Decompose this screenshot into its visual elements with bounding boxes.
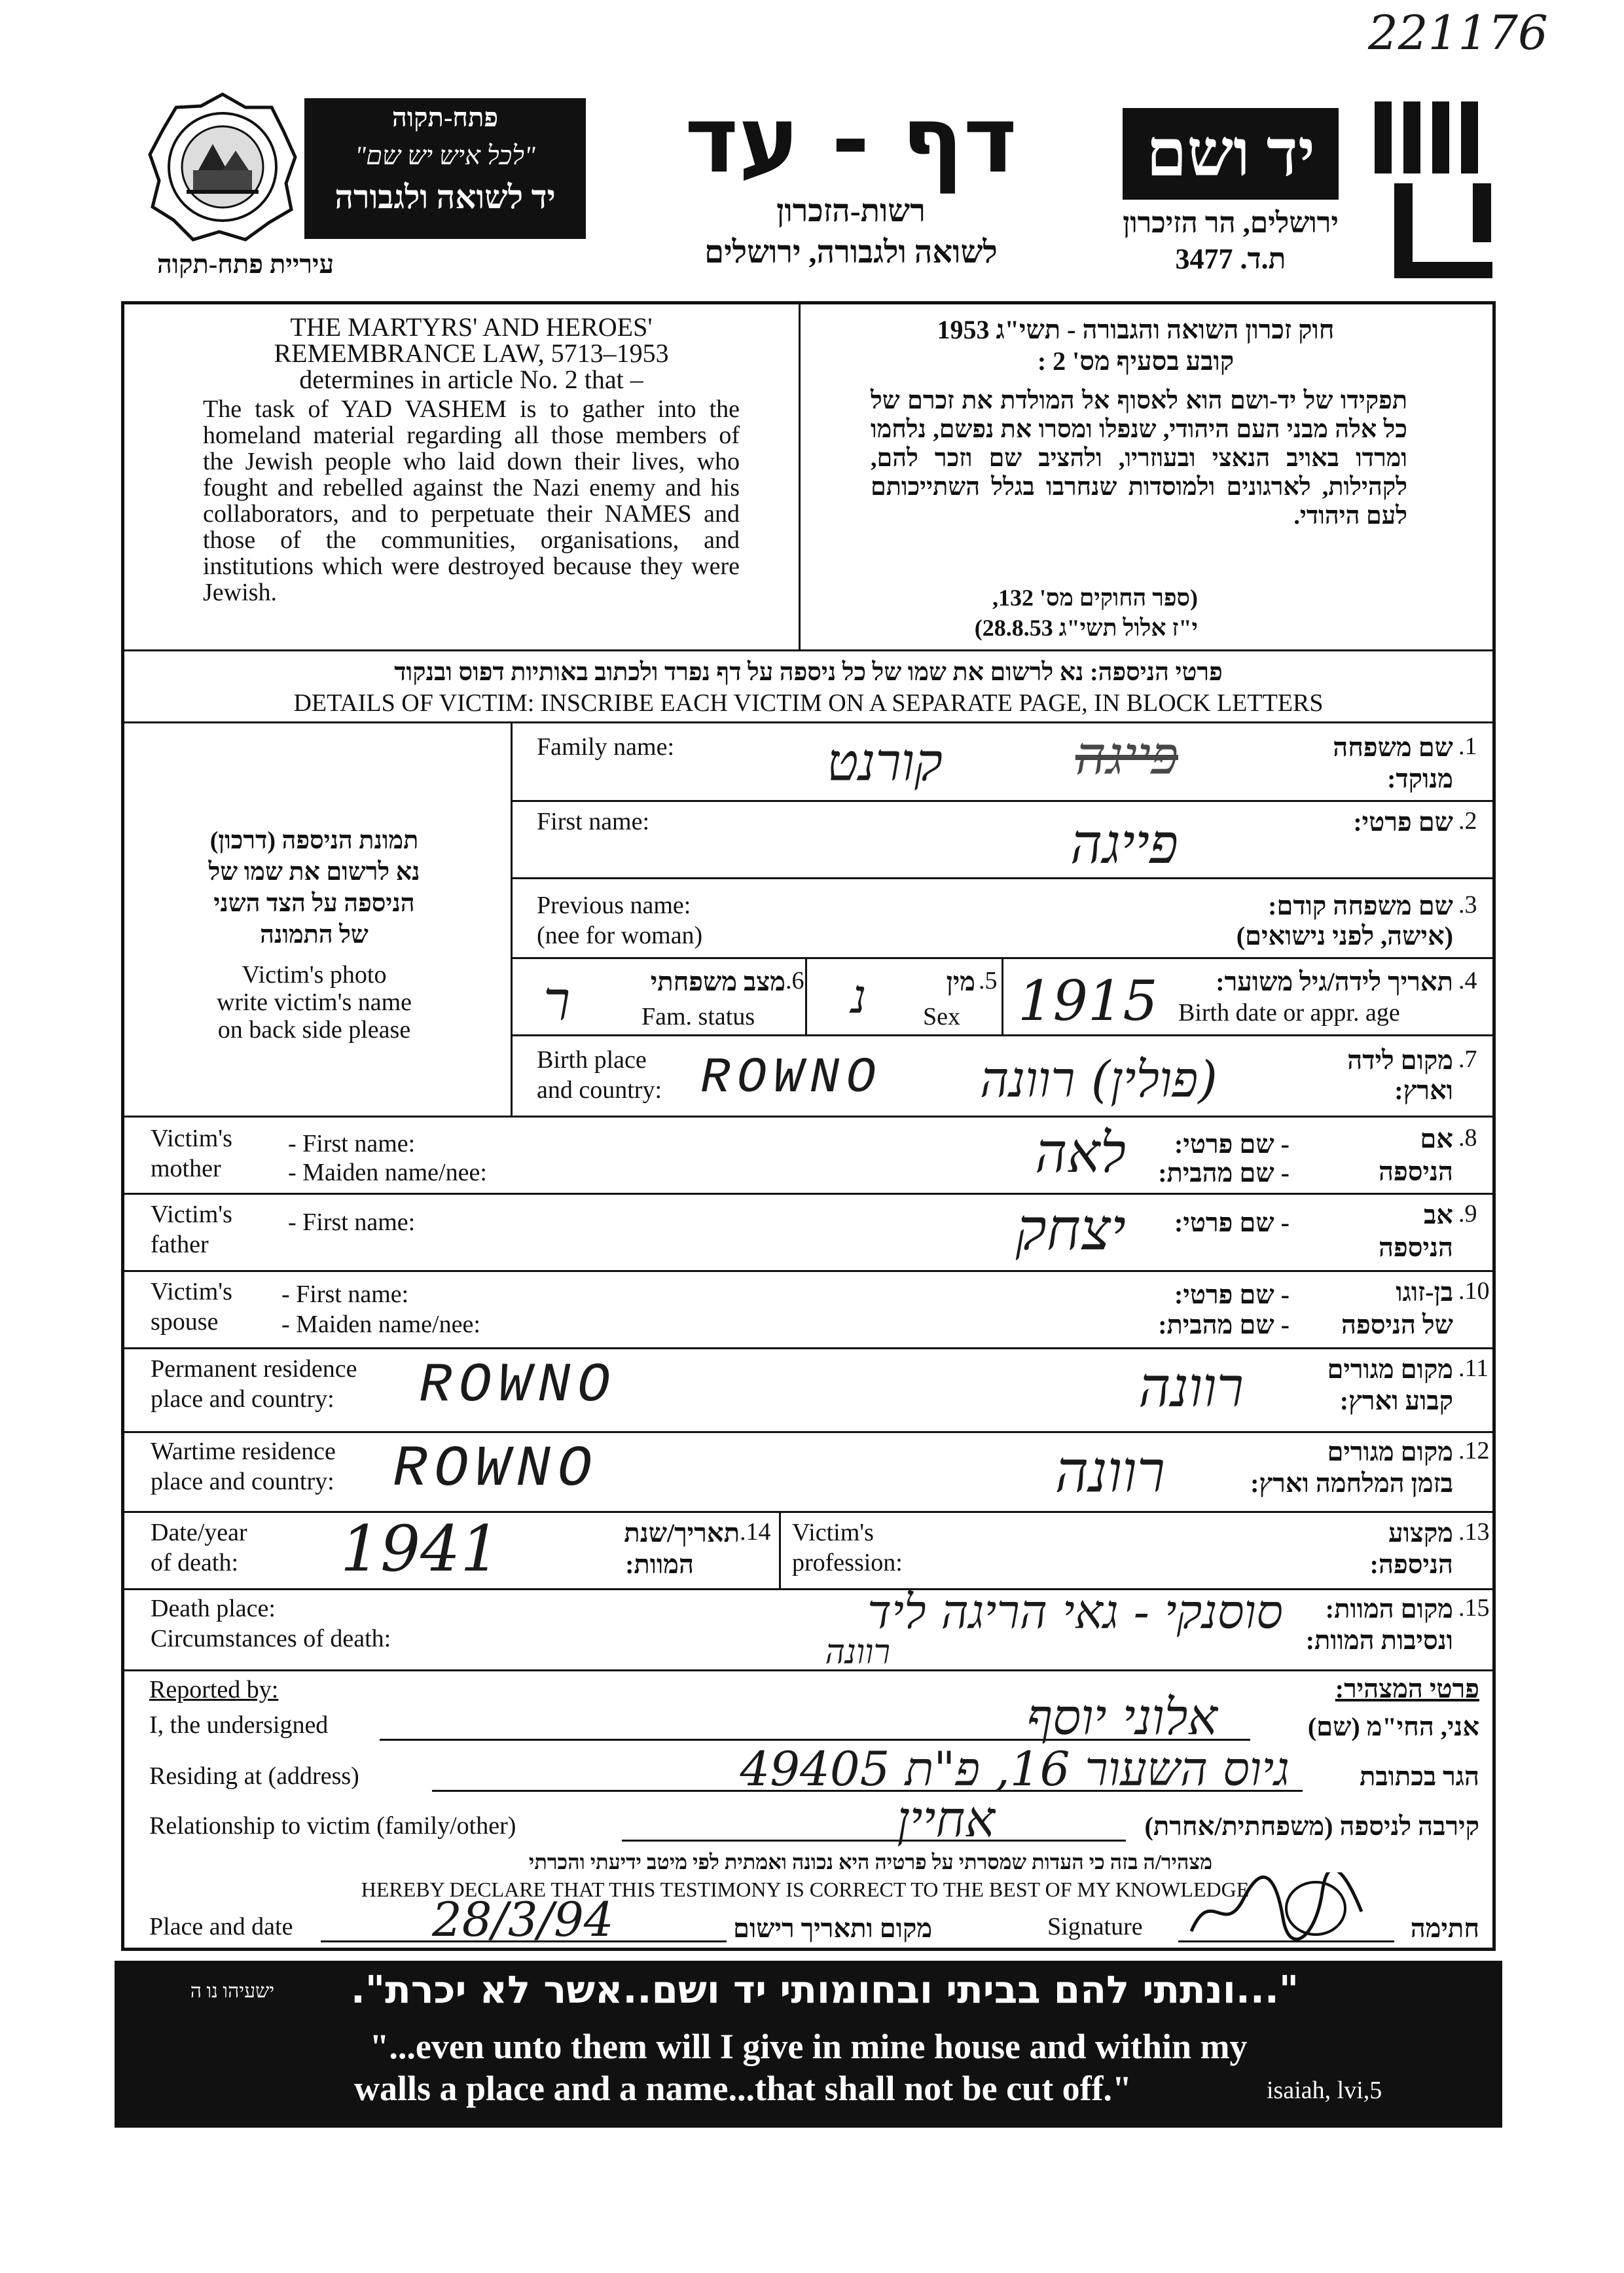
handwritten-signature-icon (1185, 1872, 1368, 1944)
reporter-name-label-he: אני, החי"מ (שם) (1307, 1712, 1479, 1741)
yad-vashem-emblem-icon (1348, 101, 1499, 291)
field15-label-he-1: מקום המוות: (1325, 1594, 1453, 1624)
photo-he-4: של התמונה (260, 921, 369, 949)
reporter-name-value[interactable]: אלוני יוסף (1026, 1688, 1218, 1746)
field14-value[interactable]: 1941 (340, 1512, 501, 1586)
field7-value-he[interactable]: (פולין) רוונה (979, 1050, 1218, 1108)
details-header-en: DETAILS OF VICTIM: INSCRIBE EACH VICTIM ON A SEPARATE PAGE, IN BLOCK LETTERS (293, 689, 1324, 717)
law-he-heading (825, 314, 1447, 377)
field8-number: .8 (1458, 1124, 1477, 1152)
banner-quote-en-1: "...even unto them will I give in mine house and within my (369, 2027, 1248, 2066)
field9-sub1-en: - First name: (288, 1209, 416, 1236)
field10-label-en-2: spouse (151, 1308, 219, 1336)
field9-label-en-2: father (151, 1231, 209, 1258)
divider-f5-f4 (1001, 957, 1003, 1034)
field13-label-he-2: הניספה: (1369, 1550, 1453, 1579)
field11-number: .11 (1458, 1355, 1489, 1382)
place-date-value[interactable]: 28/3/94 (432, 1892, 614, 1947)
law-he-body: תפקידו של יד-ושם הוא לאסוף אל המולדת את זכרם של כל אלה מבני העם היהודי, שנפלו ומסרו את נפשם, נלחמו ומרדו באויב הנאצי ובעוזריו, ולהציב שם וזכר להם, לקהילות, לארגונים ולמוסדות שנחרבו בגלל השתייכותם לעם היהודי. (871, 387, 1407, 530)
field13-label-en-1: Victim's (792, 1519, 874, 1546)
quote-banner (115, 1961, 1502, 2128)
field11-value-he[interactable]: רוונה (1138, 1355, 1244, 1419)
divider-f14-f13 (779, 1511, 781, 1588)
field1-label-he-1: שם משפחה (1333, 733, 1453, 762)
field14-label-he-2: המוות: (625, 1550, 694, 1579)
field8-sub1-he: - שם פרטי: (1174, 1129, 1290, 1159)
center-header (628, 87, 1074, 272)
field10-sub1-he: - שם פרטי: (1174, 1280, 1290, 1309)
field12-label-he-1: מקום מגורים (1327, 1437, 1453, 1466)
divider-f4 (512, 1034, 1494, 1036)
place-date-label-en: Place and date (149, 1913, 293, 1940)
law-he-ref-2: י"ז אלול תשי"ג 28.8.53) (974, 615, 1198, 641)
field7-label-en-2: and country: (537, 1076, 662, 1104)
field1-struck-text: פייגה (1075, 725, 1178, 786)
petah-tikva-seal-icon (147, 92, 298, 242)
field11-label-he-1: מקום מגורים (1327, 1355, 1453, 1384)
field4-number: .4 (1458, 967, 1477, 994)
field2-number: .2 (1458, 807, 1477, 835)
field5-label-he: מין (946, 967, 975, 996)
field8-sub1-en: - First name: (288, 1130, 416, 1157)
field8-label-he-2: הניספה (1378, 1157, 1453, 1186)
field7-number: .7 (1458, 1046, 1477, 1073)
field5-number: .5 (979, 967, 998, 994)
field1-label-en: Family name: (537, 733, 675, 761)
field7-label-he-2: וארץ: (1394, 1076, 1453, 1105)
field6-number: .6 (785, 967, 804, 994)
field8-sub2-en: - Maiden name/nee: (288, 1159, 487, 1186)
field7-label-en-1: Birth place (537, 1046, 647, 1074)
field13-label-he-1: מקצוע (1388, 1518, 1453, 1548)
field15-label-he-2: ונסיבות המוות: (1305, 1626, 1453, 1655)
center-subtitle-2: לשואה ולגבורה, ירושלים (704, 235, 998, 270)
signature-label-en: Signature (1047, 1913, 1143, 1940)
law-en-heading (196, 314, 746, 393)
field10-label-en-1: Victim's (151, 1278, 232, 1305)
field4-label-en: Birth date or appr. age (1178, 999, 1400, 1027)
field7-label-he-1: מקום לידה (1347, 1046, 1453, 1075)
field12-value-he[interactable]: רוונה (1055, 1438, 1165, 1505)
field6-label-en: Fam. status (641, 1003, 755, 1030)
photo-en-3: on back side please (217, 1016, 411, 1044)
field8-sub2-he: - שם מהבית: (1158, 1158, 1290, 1188)
law-he-title-1: חוק זכרון השואה והגבורה - תשי"ג 1953 (937, 315, 1335, 344)
field5-label-en: Sex (923, 1003, 960, 1030)
field9-number: .9 (1458, 1200, 1477, 1227)
field1-number: .1 (1458, 733, 1477, 760)
reporter-address-label-en: Residing at (address) (149, 1762, 359, 1790)
divider-f15 (122, 1669, 1494, 1671)
photo-en-1: Victim's photo (242, 961, 387, 989)
field12-label-en-2: place and country: (151, 1468, 334, 1495)
field12-label-en-1: Wartime residence (151, 1438, 336, 1465)
field8-label-he-1: אם (1420, 1124, 1453, 1154)
field4-label-he: תאריך לידה/גיל משוער: (1216, 967, 1453, 996)
photo-box-he (131, 825, 497, 951)
banner-quote-he-ref: ישעיהו נו ה (190, 1980, 275, 2002)
field13-number: .13 (1458, 1518, 1490, 1546)
right-logo-line1: ירושלים, הר הזיכרון (1123, 207, 1339, 239)
field9-label-en-1: Victim's (151, 1201, 232, 1228)
field10-number: .10 (1458, 1277, 1490, 1305)
field1-family-name-value[interactable] (903, 725, 1178, 787)
law-en-title-2: REMEMBRANCE LAW, 5713–1953 (274, 338, 669, 368)
field10-label-he-2: של הניספה (1341, 1310, 1453, 1339)
field15-value-2[interactable]: רוונה (825, 1633, 890, 1672)
photo-he-2: נא לרשום את שמו של (208, 858, 420, 886)
law-he-ref-1: (ספר החוקים מס' 132, (992, 585, 1198, 611)
logo-city: עיריית פתח-תקוה (156, 249, 334, 279)
field12-number: .12 (1458, 1437, 1490, 1464)
field14-label-he-1: תאריך/שנת (624, 1518, 740, 1548)
field15-label-en-2: Circumstances of death: (151, 1625, 391, 1652)
logo-black-box (304, 98, 586, 239)
field6-value[interactable]: ר (543, 969, 571, 1033)
field12-value-latin[interactable]: ROWNO (393, 1438, 599, 1502)
logo-org-line1: פתח-תקוה (391, 103, 499, 132)
declaration-en: HEREBY DECLARE THAT THIS TESTIMONY IS CORRECT TO THE BEST OF MY KNOWLEDGE (361, 1878, 1250, 1901)
divider-f9 (122, 1270, 1494, 1272)
banner-quote-en-ref: isaiah, lvi,5 (1267, 2077, 1382, 2104)
law-en-title-1: THE MARTYRS' AND HEROES' (290, 312, 653, 342)
field14-label-en-1: Date/year (151, 1519, 247, 1546)
law-he-title-2: קובע בסעיף מס' 2 : (1037, 346, 1235, 376)
signature-label-he: חתימה (1410, 1914, 1479, 1943)
reporter-address-value[interactable]: גיוס השעור 16, פ"ת 49405 (740, 1741, 1290, 1796)
field10-sub2-en: - Maiden name/nee: (281, 1311, 480, 1338)
field10-label-he-1: בן-זוגו (1396, 1277, 1453, 1307)
field9-label-he-2: הניספה (1378, 1233, 1453, 1262)
field6-label-he: מצב משפחתי (650, 967, 785, 996)
law-he-reference (871, 583, 1198, 643)
logo-org-line2: "לכל איש יש שם" (355, 141, 535, 170)
field8-value[interactable]: לאה (1035, 1121, 1126, 1185)
yad-vashem-wordmark: יד ושם (1123, 108, 1339, 200)
divider-f1 (512, 800, 1494, 802)
field12-label-he-2: בזמן המלחמה וארץ: (1250, 1468, 1453, 1498)
law-en-body: The task of YAD VASHEM is to gather into the homeland material regarding all those members of the Jewish people who laid down their lives, who fought and rebelled against the Nazi enemy and his collaborators, and to perpetuate their NAMES and those of the communities, organisations, and institutions which were destroyed because they were Jewish. (203, 395, 740, 606)
right-logo-block (1123, 95, 1522, 291)
divider-f8 (122, 1193, 1494, 1195)
field9-sub1-he: - שם פרטי: (1174, 1208, 1290, 1237)
photo-box-divider (511, 723, 513, 1116)
field8-label-en-2: mother (151, 1155, 221, 1182)
photo-box-en (131, 961, 497, 1044)
divider-f12 (122, 1511, 1494, 1513)
field3-label-he-1: שם משפחה קודם: (1268, 891, 1453, 920)
details-header-he: פרטי הניספה: נא לרשום את שמו של כל ניספה על דף נפרד ולכתוב באותיות דפוס ובנקוד (394, 659, 1223, 686)
law-en-title-3: determines in article No. 2 that – (299, 365, 643, 394)
field3-label-en-2: (nee for woman) (537, 922, 703, 949)
divider-f11 (122, 1431, 1494, 1433)
divider-law-bottom (122, 649, 1494, 651)
right-logo-line2: ת.ד. 3477 (1175, 243, 1286, 275)
divider-f6-f5 (805, 957, 807, 1034)
field11-label-en-1: Permanent residence (151, 1355, 357, 1383)
banner-quote-en-2: walls a place and a name...that shall not be cut off." (353, 2069, 1132, 2108)
page-title: דף - עד (685, 87, 1017, 194)
field3-label-he-2: (אישה, לפני נישואים) (1236, 921, 1453, 951)
field15-label-en-1: Death place: (151, 1595, 276, 1622)
reporter-address-label-he: הגר בכתובת (1360, 1762, 1479, 1791)
field8-label-en-1: Victim's (151, 1125, 232, 1152)
field15-value-1[interactable]: סוסנקי - גאי הריגה ליד (867, 1584, 1283, 1639)
field5-value[interactable]: נ (851, 969, 867, 1024)
field4-value[interactable]: 1915 (1018, 969, 1158, 1033)
field1-label-he-2: מנוקד: (1387, 764, 1453, 793)
reporter-relation-value[interactable]: אחיין (897, 1790, 995, 1848)
divider-f7 (122, 1116, 1494, 1118)
field14-label-en-2: of death: (151, 1549, 239, 1576)
field10-sub2-he: - שם מהבית: (1158, 1310, 1290, 1339)
field13-label-en-2: profession: (792, 1549, 903, 1576)
field3-number: .3 (1458, 891, 1477, 918)
field10-sub1-en: - First name: (281, 1281, 409, 1308)
logo-org-line3: יד לשואה ולגבורה (334, 179, 556, 215)
field1-value[interactable]: קורנט (827, 732, 943, 793)
field14-number: .14 (740, 1518, 771, 1546)
law-divider (799, 302, 801, 649)
center-subtitle-1: רשות-הזכרון (776, 194, 926, 228)
field7-value-latin[interactable]: ROWNO (700, 1050, 883, 1106)
divider-f2 (512, 877, 1494, 879)
field2-value[interactable]: פייגה (1070, 812, 1178, 876)
field9-value[interactable]: יצחק (1015, 1195, 1126, 1263)
photo-he-3: הניספה על הצד השני (213, 890, 415, 917)
field15-number: .15 (1458, 1594, 1490, 1622)
reporter-relation-label-he: קירבה לניספה (משפחתית/אחרת) (1144, 1811, 1479, 1841)
field11-label-he-2: קבוע וארץ: (1339, 1386, 1453, 1415)
declaration-he: מצהיר/ה בזה כי העדות שמסרתי על פרטיה היא נכונה ואמתית לפי מיטב ידיעתי והכרתי (528, 1850, 1213, 1874)
reporter-name-label-en: I, the undersigned (149, 1711, 329, 1739)
reporter-title-he: פרטי המצהיר: (1335, 1674, 1479, 1703)
field2-label-he: שם פרטי: (1353, 807, 1453, 837)
divider-details-header (122, 721, 1494, 723)
archive-number: 221176 (1368, 5, 1548, 60)
field2-label-en: First name: (537, 808, 650, 835)
reporter-relation-label-en: Relationship to victim (family/other) (149, 1812, 516, 1840)
photo-en-2: write victim's name (216, 989, 412, 1016)
photo-he-1: תמונת הניספה (דרכון) (209, 827, 419, 854)
banner-quote-he: "...ונתתי להם בביתי ובחומותי יד ושם..אשר לא יכרת". (350, 1967, 1299, 2012)
place-date-label-he: מקום ותאריך רישום (733, 1914, 933, 1943)
reporter-title-en: Reported by: (149, 1676, 279, 1703)
divider-f10 (122, 1347, 1494, 1349)
field11-value-latin[interactable]: ROWNO (419, 1355, 617, 1417)
field9-label-he-1: אב (1424, 1200, 1453, 1229)
field11-label-en-2: place and country: (151, 1385, 334, 1413)
field3-label-en-1: Previous name: (537, 892, 691, 919)
